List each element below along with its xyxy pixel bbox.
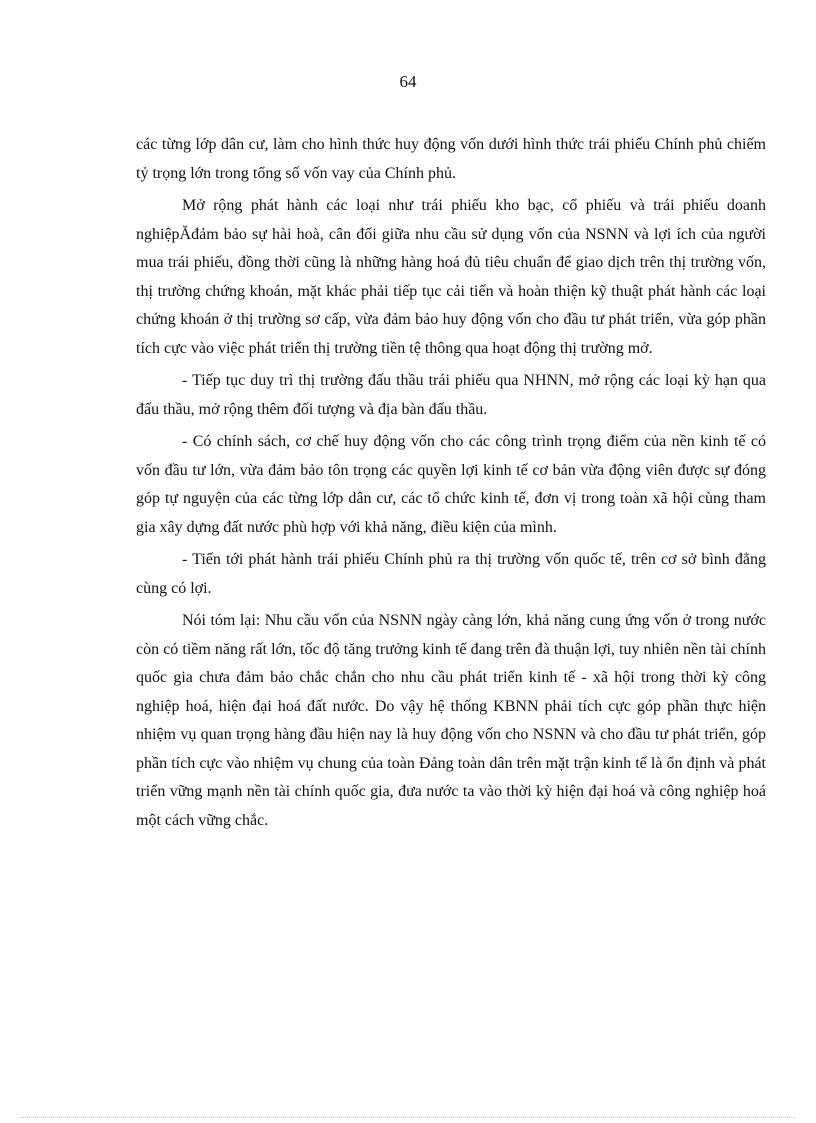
paragraph-bond-auction: - Tiếp tục duy trì thị trường đấu thầu trái phiếu qua NHNN, mở rộng các loại kỳ hạn qua đấu thầu, mở rộng thêm đối tượng và địa bàn đấu thầu. [136, 372, 766, 418]
bottom-divider [20, 1117, 796, 1118]
paragraph-continuation: các từng lớp dân cư, làm cho hình thức huy động vốn dưới hình thức trái phiếu Chính phủ chiếm tỷ trọng lớn trong tổng số vốn vay của Chính phủ. [136, 136, 766, 182]
paragraph-key-projects: - Có chính sách, cơ chế huy động vốn cho các công trình trọng điểm của nền kinh tế có vốn đầu tư lớn, vừa đảm bảo tôn trọng các quyền lợi kinh tế cơ bản vừa động viên được sự đóng góp tự nguyện của các từng lớp dân cư, các tổ chức kinh tế, đơn vị trong toàn xã hội cùng tham gia xây dựng đất nước phù hợp với khả năng, điều kiện của mình. [136, 433, 766, 536]
paragraph-conclusion: Nói tóm lại: Nhu cầu vốn của NSNN ngày càng lớn, khả năng cung ứng vốn ở trong nước còn có tiềm năng rất lớn, tốc độ tăng trưởng kinh tế đang trên đà thuận lợi, tuy nhiên nền tài chính quốc gia chưa đảm bảo chắc chắn cho nhu cầu phát triển kinh tế - xã hội trong thời kỳ công nghiệp hoá, hiện đại hoá đất nước. Do vậy hệ thống KBNN phải tích cực góp phần thực hiện nhiệm vụ quan trọng hàng đầu hiện nay là huy động vốn cho NSNN và cho đầu tư phát triển, góp phần tích cực vào nhiệm vụ chung của toàn Đảng toàn dân trên mặt trận kinh tế là ổn định và phát triển vững mạnh nền tài chính quốc gia, đưa nước ta vào thời kỳ hiện đại hoá và công nghiệp hoá một cách vững chắc. [136, 612, 766, 829]
paragraph-bond-issuance: Mở rộng phát hành các loại như trái phiếu kho bạc, cổ phiếu và trái phiếu doanh nghiệpĂđảm bảo sự hài hoà, cân đối giữa nhu cầu sử dụng vốn của NSNN và lợi ích của người mua trái phiếu, đồng thời cũng là những hàng hoá đủ tiêu chuẩn để giao dịch trên thị trường vốn, thị trường chứng khoán, mặt khác phải tiếp tục cải tiến và hoàn thiện kỹ thuật phát hành các loại chứng khoán ở thị trường sơ cấp, vừa đảm bảo huy động vốn cho đầu tư phát triển, vừa góp phần tích cực vào việc phát triển thị trường tiền tệ thông qua hoạt động thị trường mở. [136, 197, 766, 357]
page-number: 64 [399, 72, 417, 91]
paragraph-international-bonds: - Tiến tới phát hành trái phiếu Chính phủ ra thị trường vốn quốc tế, trên cơ sở bình đẳng cùng có lợi. [136, 551, 766, 597]
body-text [136, 131, 766, 839]
